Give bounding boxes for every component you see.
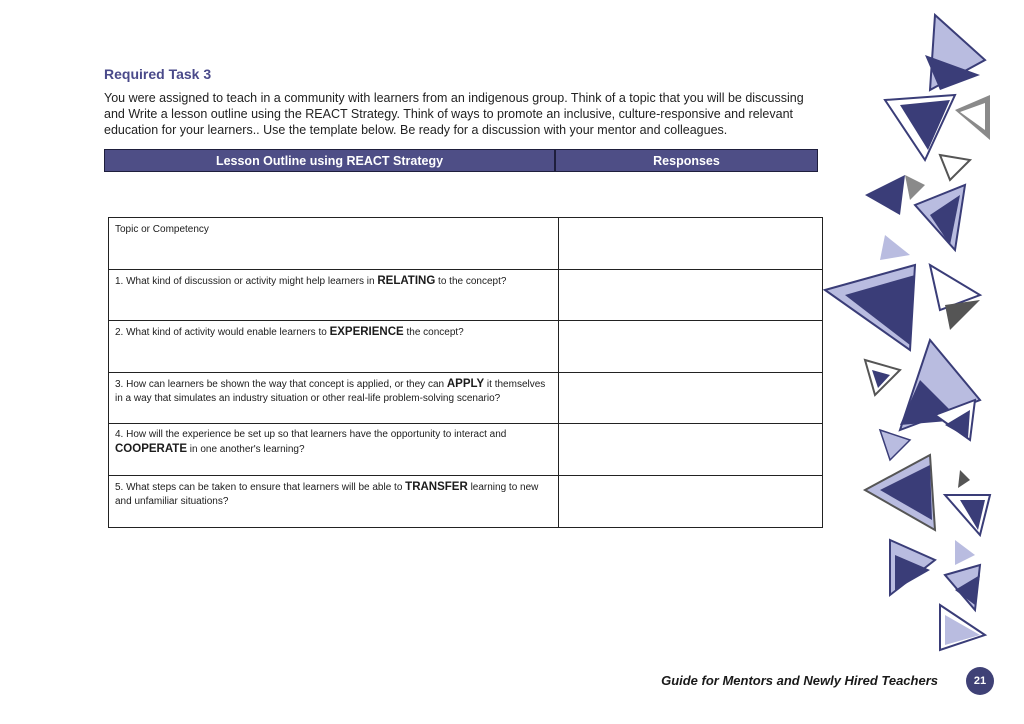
table-row [109, 475, 823, 527]
question-keyword: TRANSFER [405, 480, 468, 493]
lesson-outline-header [104, 149, 818, 172]
question-text: 4. How will the experience be set up so that learners have the opportunity to interact and [115, 429, 507, 441]
question-text-end: it themselves in a way that simulates an industry situation or other real-life problem-solving scenario? [115, 378, 546, 404]
decorative-triangles [820, 0, 1024, 660]
response-cell[interactable] [559, 321, 823, 373]
question-cell [109, 372, 559, 424]
response-cell[interactable] [559, 372, 823, 424]
question-text: 2. What kind of activity would enable learners to [115, 327, 330, 339]
response-cell[interactable] [559, 424, 823, 476]
question-cell [109, 424, 559, 476]
table-row [109, 424, 823, 476]
response-cell[interactable] [559, 269, 823, 321]
question-text-end: learning to new and unfamiliar situations? [115, 481, 539, 507]
response-cell[interactable] [559, 475, 823, 527]
table-row [109, 321, 823, 373]
table-row [109, 372, 823, 424]
task-title: Required Task 3 [104, 66, 212, 82]
question-cell [109, 269, 559, 321]
header-lesson-outline: Lesson Outline using REACT Strategy [105, 150, 556, 171]
header-responses: Responses [653, 153, 720, 168]
response-cell[interactable] [559, 218, 823, 270]
question-keyword: APPLY [446, 377, 485, 390]
question-text: 5. What steps can be taken to ensure that learners will be able to [115, 481, 406, 493]
question-cell [109, 218, 559, 270]
footer-title: Guide for Mentors and Newly Hired Teachers [661, 673, 938, 688]
question-text-end: in one another's learning? [187, 444, 305, 456]
question-keyword: RELATING [377, 274, 436, 287]
table-row [109, 218, 823, 270]
table-row [109, 269, 823, 321]
question-text: Topic or Competency [115, 224, 209, 235]
question-text-end: the concept? [403, 327, 464, 339]
question-cell [109, 321, 559, 373]
page-number-badge: 21 [966, 667, 994, 695]
question-text: 3. How can learners be shown the way that concept is applied, or they can [115, 378, 447, 390]
question-keyword: EXPERIENCE [329, 326, 404, 339]
task-instructions: You were assigned to teach in a community with learners from an indigenous group. Think of a topic that you will be discussing and Write a lesson outline using the REACT Strategy. Think of ways to promote an inclusive, culture-responsive and relevant education for your learners.. Use the template below. Be ready for a discussion with your mentor and colleagues. [104, 91, 804, 137]
react-template-table [108, 217, 823, 528]
question-text: 1. What kind of discussion or activity might help learners in [115, 275, 378, 287]
question-keyword: COOPERATE [115, 443, 187, 456]
question-cell [109, 475, 559, 527]
question-text-end: to the concept? [435, 275, 507, 287]
